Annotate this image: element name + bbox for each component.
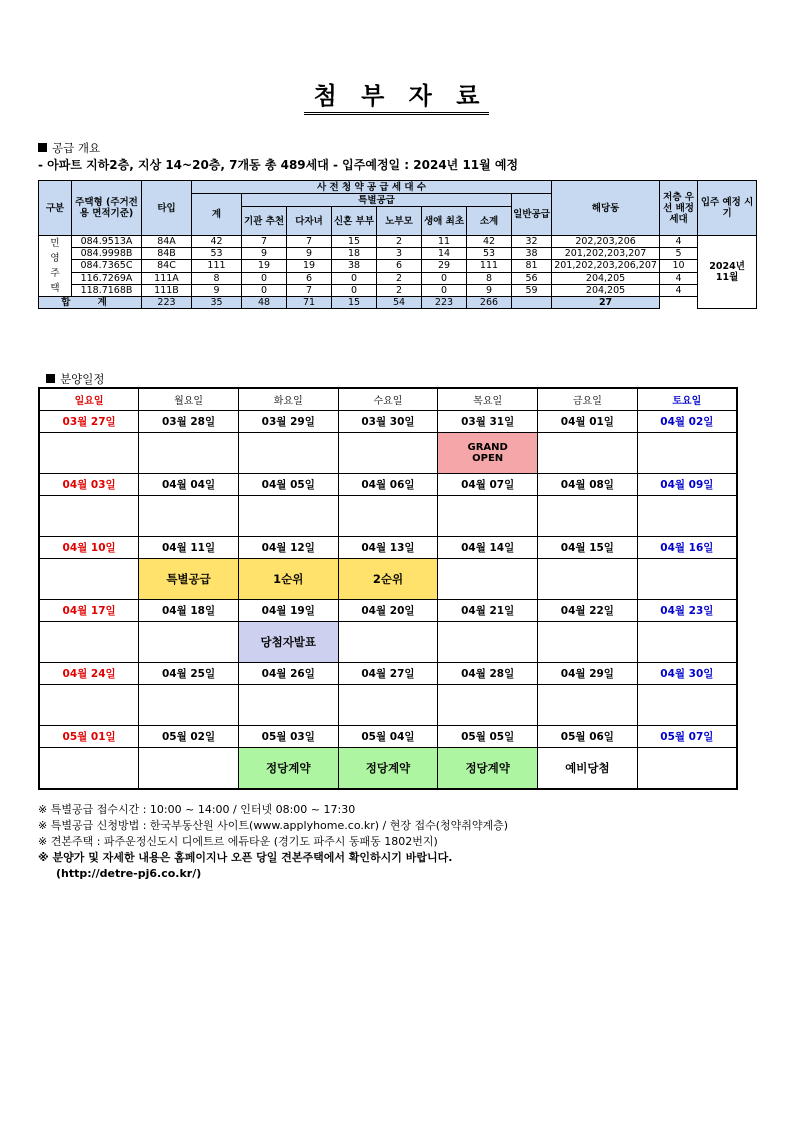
cell-area: 084.9998B [72,248,142,260]
empty-event-cell [139,748,239,790]
empty-event-cell [39,622,139,663]
supply-sum-row [39,297,757,309]
date-cell: 05월 01일 [39,726,139,748]
date-cell: 05월 06일 [538,726,638,748]
event-cell: 1순위 [238,559,338,600]
event-cell: 당첨자발표 [238,622,338,663]
weekday-0: 일요일 [39,388,139,411]
empty-event-cell [438,622,538,663]
date-row [39,411,737,433]
empty-event-cell [139,685,239,726]
cell-inst: 7 [242,236,287,248]
header-dong: 해당동 [552,181,660,236]
cell-area: 084.9513A [72,236,142,248]
empty-event-cell [538,559,638,600]
empty-event-cell [637,433,737,474]
empty-event-cell [338,685,438,726]
event-cell: GRAND OPEN [438,433,538,474]
cell-multi: 6 [287,272,332,284]
cell-total: 8 [192,272,242,284]
empty-event-cell [238,685,338,726]
event-cell: 정당계약 [338,748,438,790]
empty-event-cell [338,496,438,537]
date-cell: 04월 07일 [438,474,538,496]
cell-low: 4 [660,284,698,296]
supply-row [39,236,757,248]
weekday-2: 화요일 [238,388,338,411]
cell-inst: 0 [242,272,287,284]
date-cell: 04월 20일 [338,600,438,622]
date-cell: 04월 25일 [139,663,239,685]
cell-type: 84B [142,248,192,260]
date-cell: 04월 12일 [238,537,338,559]
date-cell: 05월 03일 [238,726,338,748]
empty-event-cell [637,622,737,663]
date-row [39,726,737,748]
date-cell: 04월 15일 [538,537,638,559]
sum-total: 223 [142,297,192,309]
sum-elder: 15 [332,297,377,309]
cell-type: 84C [142,260,192,272]
empty-event-cell [338,622,438,663]
event-cell: 특별공급 [139,559,239,600]
cell-low: 10 [660,260,698,272]
date-row [39,663,737,685]
date-cell: 04월 05일 [238,474,338,496]
square-bullet-icon [46,374,55,383]
category-cell: 민 영 주 택 [39,236,72,297]
empty-event-cell [438,559,538,600]
empty-event-cell [538,496,638,537]
date-row [39,474,737,496]
date-cell: 04월 21일 [438,600,538,622]
date-cell: 04월 24일 [39,663,139,685]
date-cell: 03월 27일 [39,411,139,433]
empty-event-cell [438,685,538,726]
event-row [39,685,737,726]
sum-dong [512,297,552,309]
cell-elder: 2 [377,284,422,296]
cell-inst: 19 [242,260,287,272]
cell-dong: 202,203,206 [552,236,660,248]
cell-general: 59 [512,284,552,296]
cell-sub: 53 [467,248,512,260]
cell-multi: 7 [287,284,332,296]
cell-sub: 9 [467,284,512,296]
cell-general: 32 [512,236,552,248]
weekday-3: 수요일 [338,388,438,411]
cell-first: 0 [422,284,467,296]
cell-total: 53 [192,248,242,260]
empty-event-cell [637,559,737,600]
supply-row [39,260,757,272]
cell-elder: 6 [377,260,422,272]
date-cell: 03월 29일 [238,411,338,433]
cell-newly: 15 [332,236,377,248]
header-gubun: 구분 [39,181,72,236]
date-cell: 03월 31일 [438,411,538,433]
cell-total: 42 [192,236,242,248]
empty-event-cell [39,748,139,790]
cell-newly: 18 [332,248,377,260]
header-subtotal: 소계 [467,207,512,236]
sum-first: 54 [377,297,422,309]
cell-dong: 204,205 [552,272,660,284]
empty-event-cell [39,685,139,726]
cell-low: 4 [660,236,698,248]
cell-newly: 0 [332,284,377,296]
event-row [39,559,737,600]
event-row [39,496,737,537]
header-elderly: 노부모 [377,207,422,236]
date-row [39,537,737,559]
cell-area: 118.7168B [72,284,142,296]
homepage-link[interactable]: (http://detre-pj6.co.kr/) [56,867,202,880]
date-cell: 04월 28일 [438,663,538,685]
event-cell: 정당계약 [438,748,538,790]
date-cell: 04월 19일 [238,600,338,622]
notes [38,802,508,882]
sum-low: 27 [552,297,660,309]
date-cell: 05월 04일 [338,726,438,748]
empty-event-cell [39,559,139,600]
date-cell: 04월 03일 [39,474,139,496]
cell-area: 116.7269A [72,272,142,284]
date-cell: 04월 16일 [637,537,737,559]
cell-sub: 8 [467,272,512,284]
supply-row [39,284,757,296]
note-line: ※ 분양가 및 자세한 내용은 홈페이지나 오픈 당일 견본주택에서 확인하시기 바랍니다. [38,851,453,864]
note-line: ※ 특별공급 접수시간 : 10:00 ~ 14:00 / 인터넷 08:00 ~ 17:30 [38,803,356,816]
empty-event-cell [538,622,638,663]
date-cell: 04월 23일 [637,600,737,622]
date-cell: 04월 27일 [338,663,438,685]
sum-newly: 71 [287,297,332,309]
cell-first: 11 [422,236,467,248]
date-cell: 05월 02일 [139,726,239,748]
cell-multi: 9 [287,248,332,260]
sum-sub: 223 [422,297,467,309]
note-line: ※ 견본주택 : 파주운정신도시 디에트르 에듀타운 (경기도 파주시 동패동 1802번지) [38,835,438,848]
weekday-5: 금요일 [538,388,638,411]
cell-elder: 3 [377,248,422,260]
cell-sub: 111 [467,260,512,272]
cell-first: 29 [422,260,467,272]
empty-event-cell [637,685,737,726]
date-cell: 04월 06일 [338,474,438,496]
date-cell: 04월 10일 [39,537,139,559]
empty-event-cell [338,433,438,474]
cell-inst: 9 [242,248,287,260]
date-cell: 04월 01일 [538,411,638,433]
header-move-in: 입주 예정 시기 [698,181,757,236]
cell-multi: 19 [287,260,332,272]
cell-first: 0 [422,272,467,284]
supply-row [39,248,757,260]
date-cell: 04월 08일 [538,474,638,496]
supply-row [39,272,757,284]
header-total: 계 [192,194,242,236]
empty-event-cell [139,433,239,474]
empty-event-cell [538,433,638,474]
date-cell: 03월 28일 [139,411,239,433]
date-cell: 04월 18일 [139,600,239,622]
cell-general: 38 [512,248,552,260]
event-row [39,433,737,474]
event-cell: 예비당첨 [538,748,638,790]
header-type: 타입 [142,181,192,236]
event-cell: 2순위 [338,559,438,600]
cell-type: 111A [142,272,192,284]
date-cell: 04월 30일 [637,663,737,685]
date-cell: 04월 29일 [538,663,638,685]
cell-newly: 0 [332,272,377,284]
sum-label: 합 계 [39,297,142,309]
date-cell: 04월 09일 [637,474,737,496]
schedule-calendar [38,387,738,790]
weekday-4: 목요일 [438,388,538,411]
header-first-life: 생애 최초 [422,207,467,236]
cell-multi: 7 [287,236,332,248]
weekday-1: 월요일 [139,388,239,411]
supply-summary: - 아파트 지하2층, 지상 14~20층, 7개동 총 489세대 - 입주예정일 : 2024년 11월 예정 [38,158,519,172]
cell-sub: 42 [467,236,512,248]
cell-general: 56 [512,272,552,284]
cell-elder: 2 [377,272,422,284]
header-house-type: 주택형 (주거전용 면적기준) [72,181,142,236]
empty-event-cell [538,685,638,726]
cell-elder: 2 [377,236,422,248]
supply-table [38,180,757,309]
note-line: ※ 특별공급 신청방법 : 한국부동산원 사이트(www.applyhome.co.kr) / 현장 접수(청약취약계층) [38,819,509,832]
cell-dong: 201,202,203,206,207 [552,260,660,272]
header-low-floor: 저층 우선 배정 세대 [660,181,698,236]
date-row [39,600,737,622]
empty-event-cell [637,496,737,537]
date-cell: 04월 14일 [438,537,538,559]
cell-first: 14 [422,248,467,260]
header-special-group: 특별공급 [242,194,512,207]
date-cell: 04월 26일 [238,663,338,685]
date-cell: 05월 05일 [438,726,538,748]
header-newlywed: 신혼 부부 [332,207,377,236]
date-cell: 04월 11일 [139,537,239,559]
sum-multi: 48 [242,297,287,309]
supply-heading: 공급 개요 [38,140,100,156]
header-presale-group: 사 전 청 약 공 급 세 대 수 [192,181,552,194]
cell-area: 084.7365C [72,260,142,272]
header-institution: 기관 추천 [242,207,287,236]
sum-general: 266 [467,297,512,309]
cell-general: 81 [512,260,552,272]
date-cell: 05월 07일 [637,726,737,748]
cell-newly: 38 [332,260,377,272]
empty-event-cell [39,433,139,474]
empty-event-cell [238,433,338,474]
date-cell: 04월 17일 [39,600,139,622]
date-cell: 04월 02일 [637,411,737,433]
cell-dong: 204,205 [552,284,660,296]
empty-event-cell [637,748,737,790]
date-cell: 03월 30일 [338,411,438,433]
empty-event-cell [139,622,239,663]
date-cell: 04월 04일 [139,474,239,496]
sum-inst: 35 [192,297,242,309]
cell-total: 111 [192,260,242,272]
cell-dong: 201,202,203,207 [552,248,660,260]
cell-low: 5 [660,248,698,260]
cell-low: 4 [660,272,698,284]
date-cell: 04월 13일 [338,537,438,559]
document-title: 첨 부 자 료 [0,76,793,111]
cell-inst: 0 [242,284,287,296]
empty-event-cell [238,496,338,537]
cell-type: 111B [142,284,192,296]
empty-event-cell [39,496,139,537]
header-general: 일반공급 [512,194,552,236]
date-cell: 04월 22일 [538,600,638,622]
event-row [39,622,737,663]
cell-total: 9 [192,284,242,296]
event-cell: 정당계약 [238,748,338,790]
event-row [39,748,737,790]
header-multi-child: 다자녀 [287,207,332,236]
weekday-6: 토요일 [637,388,737,411]
square-bullet-icon [38,143,47,152]
empty-event-cell [139,496,239,537]
move-in-cell: 2024년 11월 [698,236,757,309]
weekday-header-row [39,388,737,411]
schedule-heading: 분양일정 [46,371,104,387]
empty-event-cell [438,496,538,537]
cell-type: 84A [142,236,192,248]
